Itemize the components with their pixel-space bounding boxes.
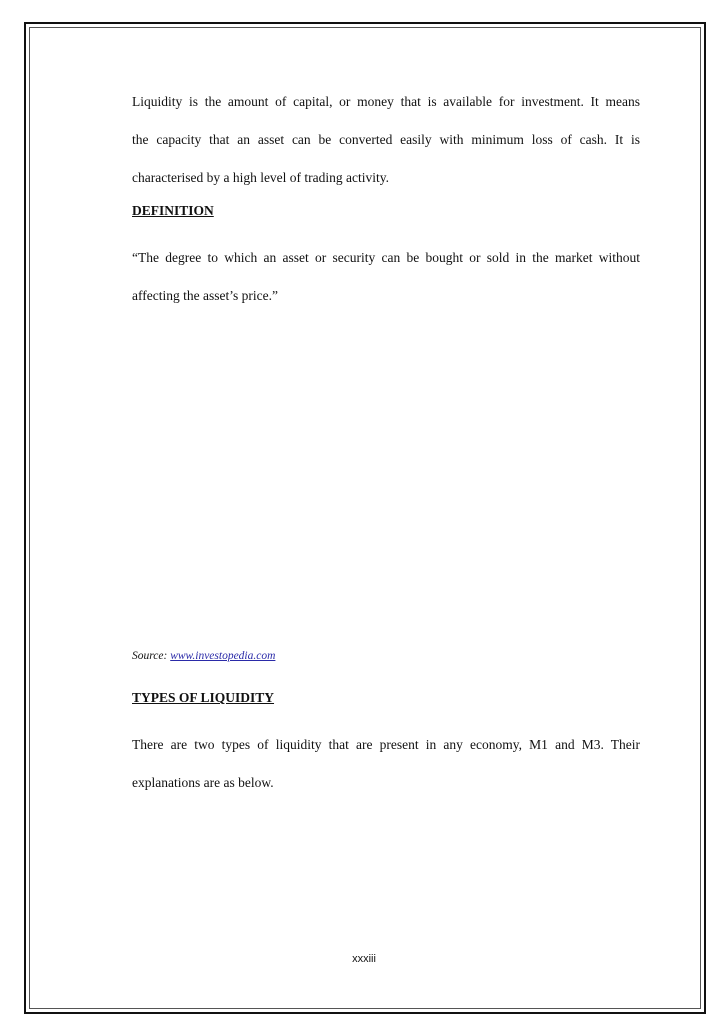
- types-line-1: There are two types of liquidity that are present in any economy, M1 and M3. Their: [132, 737, 640, 752]
- types-paragraph: [132, 726, 640, 802]
- intro-line-3: characterised by a high level of trading activity.: [132, 170, 390, 185]
- definition-heading: DEFINITION: [132, 203, 214, 218]
- intro-line-1: Liquidity is the amount of capital, or money that is available for investment. It means: [132, 94, 640, 109]
- definition-line-2: affecting the asset’s price.”: [132, 288, 278, 303]
- source-citation: [132, 650, 275, 662]
- types-line-2: explanations are as below.: [132, 775, 274, 790]
- intro-paragraph: [132, 83, 640, 197]
- source-link[interactable]: www.investopedia.com: [170, 650, 276, 662]
- source-label: Source:: [132, 650, 168, 662]
- types-heading: TYPES OF LIQUIDITY: [132, 690, 275, 705]
- definition-paragraph: [132, 239, 640, 315]
- intro-line-2: the capacity that an asset can be converted easily with minimum loss of cash. It is: [132, 132, 640, 147]
- definition-line-1: “The degree to which an asset or security can be bought or sold in the market without: [132, 250, 640, 265]
- page-number: xxxiii: [352, 953, 376, 965]
